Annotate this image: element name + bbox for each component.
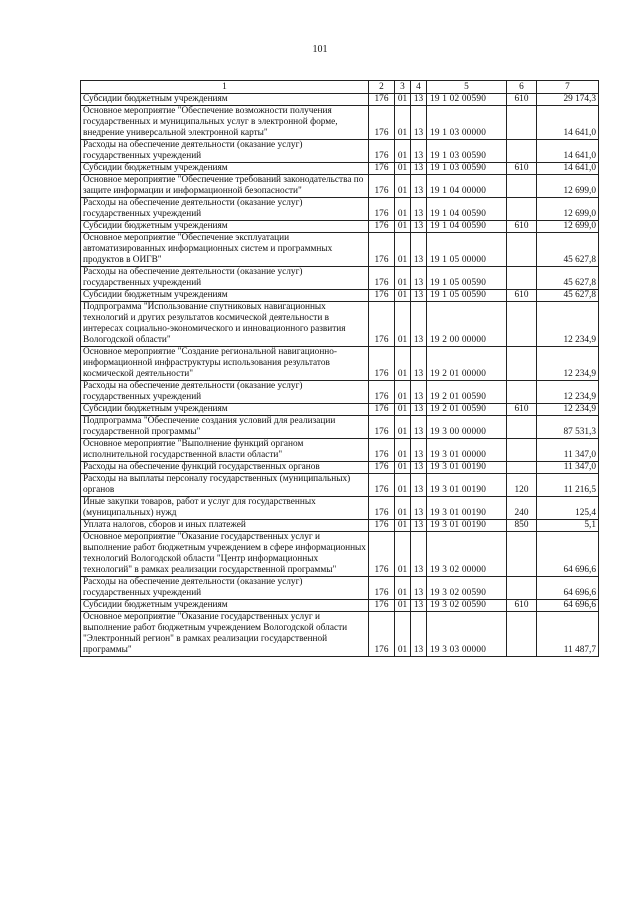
row-col2-cell: 176 <box>369 532 395 577</box>
row-code-cell: 19 3 01 00190 <box>427 520 507 532</box>
row-col3-cell: 01 <box>395 198 411 221</box>
row-col3-cell: 01 <box>395 94 411 106</box>
row-code-cell: 19 3 02 00590 <box>427 577 507 600</box>
row-name-cell: Основное мероприятие "Выполнение функций органом исполнительной государственной власти области" <box>81 439 369 462</box>
row-code-cell: 19 1 02 00590 <box>427 94 507 106</box>
row-col4-cell: 13 <box>411 532 427 577</box>
table-row <box>81 140 599 163</box>
row-col3-cell: 01 <box>395 106 411 140</box>
row-col6-cell: 610 <box>507 290 537 302</box>
row-col2-cell: 176 <box>369 381 395 404</box>
row-amount-cell: 14 641,0 <box>537 163 599 175</box>
row-col6-cell <box>507 462 537 474</box>
row-amount-cell: 64 696,6 <box>537 600 599 612</box>
row-col2-cell: 176 <box>369 497 395 520</box>
row-name-cell: Подпрограмма "Обеспечение создания условий для реализации государственной программы" <box>81 416 369 439</box>
row-name-cell: Расходы на обеспечение деятельности (оказание услуг) государственных учреждений <box>81 577 369 600</box>
row-col2-cell: 176 <box>369 462 395 474</box>
row-amount-cell: 12 699,0 <box>537 221 599 233</box>
table-row <box>81 577 599 600</box>
row-col4-cell: 13 <box>411 520 427 532</box>
table-row <box>81 233 599 267</box>
row-name-cell: Подпрограмма "Использование спутниковых навигационных технологий и других результатов космической деятельности в интересах социально-экономического и инновационного развития Вологодской области" <box>81 302 369 347</box>
row-name-cell: Расходы на обеспечение деятельности (оказание услуг) государственных учреждений <box>81 140 369 163</box>
row-name-cell: Субсидии бюджетным учреждениям <box>81 404 369 416</box>
row-col6-cell <box>507 198 537 221</box>
column-header: 3 <box>395 81 411 94</box>
row-code-cell: 19 3 01 00000 <box>427 439 507 462</box>
row-col3-cell: 01 <box>395 290 411 302</box>
row-code-cell: 19 1 04 00000 <box>427 175 507 198</box>
row-col6-cell <box>507 532 537 577</box>
row-col3-cell: 01 <box>395 532 411 577</box>
table-row <box>81 106 599 140</box>
row-col2-cell: 176 <box>369 577 395 600</box>
table-row <box>81 198 599 221</box>
row-col2-cell: 176 <box>369 347 395 381</box>
row-amount-cell: 45 627,8 <box>537 233 599 267</box>
row-code-cell: 19 1 05 00590 <box>427 267 507 290</box>
column-header: 4 <box>411 81 427 94</box>
row-col6-cell <box>507 612 537 657</box>
row-name-cell: Расходы на обеспечение деятельности (оказание услуг) государственных учреждений <box>81 198 369 221</box>
table-row <box>81 175 599 198</box>
row-col2-cell: 176 <box>369 302 395 347</box>
row-col2-cell: 176 <box>369 233 395 267</box>
row-col6-cell <box>507 106 537 140</box>
row-col6-cell: 850 <box>507 520 537 532</box>
table-row <box>81 439 599 462</box>
row-col3-cell: 01 <box>395 416 411 439</box>
table-row <box>81 290 599 302</box>
table-row <box>81 474 599 497</box>
column-header: 6 <box>507 81 537 94</box>
table-body <box>81 94 599 657</box>
row-col3-cell: 01 <box>395 520 411 532</box>
budget-table <box>80 80 599 657</box>
row-col6-cell <box>507 140 537 163</box>
row-col2-cell: 176 <box>369 198 395 221</box>
row-col3-cell: 01 <box>395 347 411 381</box>
row-name-cell: Расходы на обеспечение деятельности (оказание услуг) государственных учреждений <box>81 381 369 404</box>
row-name-cell: Уплата налогов, сборов и иных платежей <box>81 520 369 532</box>
row-amount-cell: 12 234,9 <box>537 347 599 381</box>
table-row <box>81 600 599 612</box>
row-col4-cell: 13 <box>411 462 427 474</box>
row-amount-cell: 11 487,7 <box>537 612 599 657</box>
row-col6-cell: 610 <box>507 163 537 175</box>
row-col6-cell: 120 <box>507 474 537 497</box>
row-name-cell: Основное мероприятие "Оказание государственных услуг и выполнение работ бюджетным учреждением Вологодской области "Электронный регион" в рамках реализации государственной программы" <box>81 612 369 657</box>
row-col4-cell: 13 <box>411 439 427 462</box>
row-col6-cell <box>507 439 537 462</box>
row-col2-cell: 176 <box>369 439 395 462</box>
row-name-cell: Основное мероприятие "Обеспечение требований законодательства по защите информации и информационной безопасности" <box>81 175 369 198</box>
row-col4-cell: 13 <box>411 474 427 497</box>
row-col3-cell: 01 <box>395 163 411 175</box>
row-col4-cell: 13 <box>411 140 427 163</box>
row-name-cell: Иные закупки товаров, работ и услуг для государственных (муниципальных) нужд <box>81 497 369 520</box>
row-col2-cell: 176 <box>369 106 395 140</box>
row-col2-cell: 176 <box>369 520 395 532</box>
row-col4-cell: 13 <box>411 612 427 657</box>
table-row <box>81 163 599 175</box>
row-code-cell: 19 1 03 00590 <box>427 163 507 175</box>
row-col3-cell: 01 <box>395 175 411 198</box>
row-code-cell: 19 3 02 00590 <box>427 600 507 612</box>
row-col4-cell: 13 <box>411 347 427 381</box>
table-row <box>81 520 599 532</box>
row-code-cell: 19 1 05 00590 <box>427 290 507 302</box>
row-col2-cell: 176 <box>369 140 395 163</box>
row-col2-cell: 176 <box>369 163 395 175</box>
row-col4-cell: 13 <box>411 577 427 600</box>
row-amount-cell: 29 174,3 <box>537 94 599 106</box>
table-row <box>81 381 599 404</box>
row-col4-cell: 13 <box>411 404 427 416</box>
row-col3-cell: 01 <box>395 267 411 290</box>
row-col2-cell: 176 <box>369 600 395 612</box>
row-amount-cell: 12 699,0 <box>537 198 599 221</box>
row-col4-cell: 13 <box>411 163 427 175</box>
row-col3-cell: 01 <box>395 600 411 612</box>
row-col2-cell: 176 <box>369 221 395 233</box>
row-code-cell: 19 3 00 00000 <box>427 416 507 439</box>
column-header: 7 <box>537 81 599 94</box>
row-col6-cell: 610 <box>507 94 537 106</box>
row-col2-cell: 176 <box>369 267 395 290</box>
row-code-cell: 19 2 01 00000 <box>427 347 507 381</box>
row-name-cell: Основное мероприятие "Обеспечение возможности получения государственных и муниципальных услуг в электронной форме, внедрение универсальной электронной карты" <box>81 106 369 140</box>
row-code-cell: 19 1 03 00000 <box>427 106 507 140</box>
row-col3-cell: 01 <box>395 221 411 233</box>
row-amount-cell: 12 699,0 <box>537 175 599 198</box>
row-code-cell: 19 3 01 00190 <box>427 497 507 520</box>
row-col3-cell: 01 <box>395 474 411 497</box>
row-col2-cell: 176 <box>369 612 395 657</box>
row-amount-cell: 64 696,6 <box>537 532 599 577</box>
row-col6-cell <box>507 267 537 290</box>
row-col2-cell: 176 <box>369 175 395 198</box>
row-name-cell: Расходы на обеспечение деятельности (оказание услуг) государственных учреждений <box>81 267 369 290</box>
row-code-cell: 19 3 01 00190 <box>427 462 507 474</box>
row-col3-cell: 01 <box>395 381 411 404</box>
table-row <box>81 416 599 439</box>
row-col3-cell: 01 <box>395 577 411 600</box>
column-header: 2 <box>369 81 395 94</box>
row-col6-cell: 610 <box>507 404 537 416</box>
table-row <box>81 221 599 233</box>
row-name-cell: Субсидии бюджетным учреждениям <box>81 600 369 612</box>
row-name-cell: Субсидии бюджетным учреждениям <box>81 290 369 302</box>
table-row <box>81 302 599 347</box>
row-name-cell: Основное мероприятие "Создание региональной навигационно-информационной инфраструктуры использования результатов космической деятельности" <box>81 347 369 381</box>
row-code-cell: 19 2 01 00590 <box>427 404 507 416</box>
row-col4-cell: 13 <box>411 416 427 439</box>
row-col4-cell: 13 <box>411 198 427 221</box>
row-col2-cell: 176 <box>369 94 395 106</box>
row-col6-cell <box>507 381 537 404</box>
row-name-cell: Субсидии бюджетным учреждениям <box>81 163 369 175</box>
row-name-cell: Расходы на выплаты персоналу государственных (муниципальных) органов <box>81 474 369 497</box>
row-name-cell: Субсидии бюджетным учреждениям <box>81 94 369 106</box>
column-header: 5 <box>427 81 507 94</box>
row-amount-cell: 64 696,6 <box>537 577 599 600</box>
row-amount-cell: 11 347,0 <box>537 439 599 462</box>
row-col4-cell: 13 <box>411 267 427 290</box>
row-amount-cell: 45 627,8 <box>537 267 599 290</box>
row-amount-cell: 125,4 <box>537 497 599 520</box>
row-code-cell: 19 1 05 00000 <box>427 233 507 267</box>
table-row <box>81 497 599 520</box>
row-col3-cell: 01 <box>395 462 411 474</box>
row-col6-cell <box>507 416 537 439</box>
table-row <box>81 462 599 474</box>
table-row <box>81 347 599 381</box>
row-code-cell: 19 3 01 00190 <box>427 474 507 497</box>
row-col6-cell <box>507 175 537 198</box>
row-col4-cell: 13 <box>411 497 427 520</box>
row-code-cell: 19 1 04 00590 <box>427 198 507 221</box>
table-header-row <box>81 81 599 94</box>
row-col3-cell: 01 <box>395 302 411 347</box>
row-col3-cell: 01 <box>395 140 411 163</box>
row-name-cell: Основное мероприятие "Обеспечение эксплуатации автоматизированных информационных систем и программных продуктов в ОИГВ" <box>81 233 369 267</box>
row-code-cell: 19 1 04 00590 <box>427 221 507 233</box>
row-amount-cell: 5,1 <box>537 520 599 532</box>
row-col6-cell <box>507 577 537 600</box>
table-row <box>81 612 599 657</box>
column-header: 1 <box>81 81 369 94</box>
row-amount-cell: 12 234,9 <box>537 302 599 347</box>
row-col6-cell: 610 <box>507 221 537 233</box>
row-col3-cell: 01 <box>395 439 411 462</box>
row-col6-cell: 610 <box>507 600 537 612</box>
row-amount-cell: 11 216,5 <box>537 474 599 497</box>
row-col6-cell <box>507 233 537 267</box>
row-col4-cell: 13 <box>411 175 427 198</box>
row-col4-cell: 13 <box>411 600 427 612</box>
table-row <box>81 267 599 290</box>
row-amount-cell: 14 641,0 <box>537 106 599 140</box>
row-col4-cell: 13 <box>411 233 427 267</box>
row-code-cell: 19 2 00 00000 <box>427 302 507 347</box>
row-code-cell: 19 3 03 00000 <box>427 612 507 657</box>
row-col2-cell: 176 <box>369 416 395 439</box>
row-col4-cell: 13 <box>411 106 427 140</box>
page-number: 101 <box>312 44 328 55</box>
row-code-cell: 19 3 02 00000 <box>427 532 507 577</box>
row-code-cell: 19 2 01 00590 <box>427 381 507 404</box>
row-code-cell: 19 1 03 00590 <box>427 140 507 163</box>
row-col4-cell: 13 <box>411 381 427 404</box>
row-name-cell: Расходы на обеспечение функций государственных органов <box>81 462 369 474</box>
row-col2-cell: 176 <box>369 290 395 302</box>
row-amount-cell: 45 627,8 <box>537 290 599 302</box>
row-col4-cell: 13 <box>411 221 427 233</box>
row-col6-cell: 240 <box>507 497 537 520</box>
row-amount-cell: 14 641,0 <box>537 140 599 163</box>
row-col4-cell: 13 <box>411 94 427 106</box>
row-amount-cell: 12 234,9 <box>537 381 599 404</box>
row-name-cell: Субсидии бюджетным учреждениям <box>81 221 369 233</box>
table-row <box>81 532 599 577</box>
table-row <box>81 94 599 106</box>
row-name-cell: Основное мероприятие "Оказание государственных услуг и выполнение работ бюджетным учреждением в сфере информационных технологий Вологодской области "Центр информационных технологий" в рамках реализации государственной программы" <box>81 532 369 577</box>
row-col3-cell: 01 <box>395 497 411 520</box>
row-col4-cell: 13 <box>411 290 427 302</box>
row-col3-cell: 01 <box>395 404 411 416</box>
row-col6-cell <box>507 302 537 347</box>
row-col3-cell: 01 <box>395 612 411 657</box>
row-col4-cell: 13 <box>411 302 427 347</box>
row-col6-cell <box>507 347 537 381</box>
row-amount-cell: 87 531,3 <box>537 416 599 439</box>
row-amount-cell: 11 347,0 <box>537 462 599 474</box>
row-col3-cell: 01 <box>395 233 411 267</box>
table-row <box>81 404 599 416</box>
row-col2-cell: 176 <box>369 474 395 497</box>
row-col2-cell: 176 <box>369 404 395 416</box>
row-amount-cell: 12 234,9 <box>537 404 599 416</box>
